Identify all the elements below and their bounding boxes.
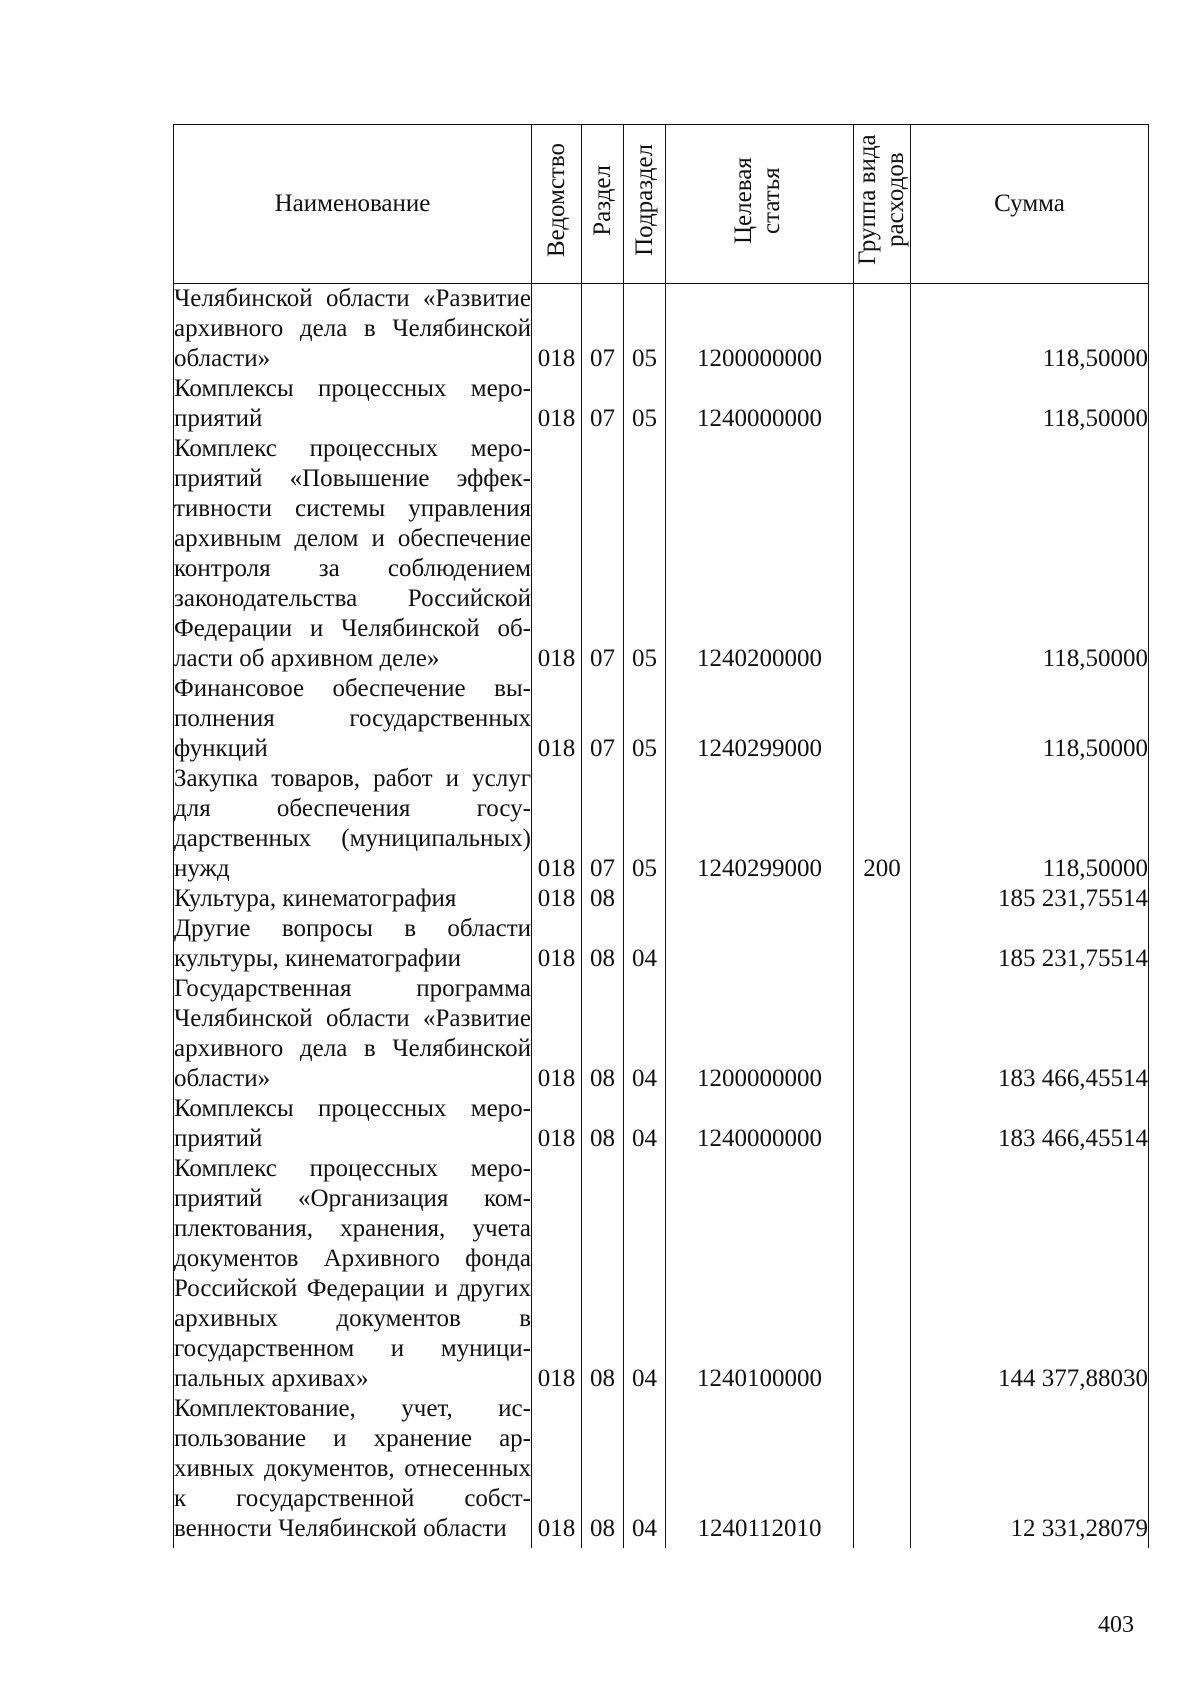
row-gruppa (854, 1094, 911, 1154)
row-summa: 183 466,45514 (911, 974, 1149, 1094)
row-summa: 185 231,75514 (911, 884, 1149, 914)
row-gruppa (854, 434, 911, 674)
row-summa: 185 231,75514 (911, 914, 1149, 974)
header-celevaya: Целевая статья (666, 125, 854, 284)
table-row (174, 764, 1149, 884)
row-summa: 183 466,45514 (911, 1094, 1149, 1154)
table-row (174, 284, 1149, 375)
row-celevaya: 1240100000 (666, 1154, 854, 1394)
row-summa: 118,50000 (911, 674, 1149, 764)
row-celevaya: 1240112010 (666, 1394, 854, 1548)
row-podrazdel: 05 (624, 284, 666, 375)
table-row (174, 674, 1149, 764)
row-gruppa (854, 974, 911, 1094)
row-vedomstvo: 018 (532, 674, 582, 764)
table-row (174, 884, 1149, 914)
row-vedomstvo: 018 (532, 434, 582, 674)
page-number: 403 (1098, 1612, 1134, 1638)
row-gruppa (854, 914, 911, 974)
row-name: Другие вопросы в области культуры, кинематографии (174, 915, 531, 972)
row-name: Комплектование, учет, использование и хранение архивных документов, отнесенных к государственной собственности Челябинской области (174, 1394, 532, 1548)
row-summa: 12 331,28079 (911, 1394, 1149, 1548)
row-celevaya: 1240000000 (666, 374, 854, 434)
row-razdel: 08 (582, 974, 624, 1094)
table-row (174, 974, 1149, 1094)
row-name: Комплексы процессных мероприятий (174, 375, 531, 432)
row-celevaya: 1240000000 (666, 1094, 854, 1154)
row-vedomstvo: 018 (532, 974, 582, 1094)
header-summa: Сумма (911, 125, 1149, 284)
budget-table (173, 124, 1149, 1548)
row-celevaya: 1240299000 (666, 764, 854, 884)
row-summa: 118,50000 (911, 434, 1149, 674)
row-razdel: 07 (582, 674, 624, 764)
header-vedomstvo: Ведомство (532, 125, 582, 284)
row-podrazdel: 05 (624, 764, 666, 884)
row-name: Закупка товаров, работ и услуг для обеспечения государственных (муниципальных) нужд (174, 765, 531, 882)
row-celevaya (666, 914, 854, 974)
row-vedomstvo: 018 (532, 284, 582, 375)
row-gruppa: 200 (854, 764, 911, 884)
header-razdel: Раздел (582, 125, 624, 284)
table-row (174, 434, 1149, 674)
row-celevaya (666, 884, 854, 914)
table-row (174, 1094, 1149, 1154)
row-gruppa (854, 284, 911, 375)
table-header-row (174, 125, 1149, 284)
row-summa: 144 377,88030 (911, 1154, 1149, 1394)
row-celevaya: 1200000000 (666, 284, 854, 375)
row-gruppa (854, 674, 911, 764)
header-gruppa: Группа вида расходов (854, 125, 911, 284)
row-gruppa (854, 884, 911, 914)
row-name: Комплексы процессных мероприятий (174, 1095, 531, 1152)
row-vedomstvo: 018 (532, 1154, 582, 1394)
row-vedomstvo: 018 (532, 884, 582, 914)
row-gruppa (854, 1394, 911, 1548)
row-podrazdel: 04 (624, 914, 666, 974)
table-row (174, 1394, 1149, 1548)
row-summa: 118,50000 (911, 764, 1149, 884)
row-vedomstvo: 018 (532, 764, 582, 884)
row-name: Челябинской области «Развитие архивного дела в Челябинской области» (174, 285, 531, 372)
row-summa: 118,50000 (911, 284, 1149, 375)
row-vedomstvo: 018 (532, 914, 582, 974)
row-name: Государственная программа Челябинской области «Развитие архивного дела в Челябинской области» (174, 975, 531, 1092)
row-summa: 118,50000 (911, 374, 1149, 434)
row-vedomstvo: 018 (532, 1394, 582, 1548)
row-razdel: 08 (582, 1394, 624, 1548)
table-row (174, 1154, 1149, 1394)
row-vedomstvo: 018 (532, 1094, 582, 1154)
row-podrazdel: 05 (624, 434, 666, 674)
table-row (174, 374, 1149, 434)
row-podrazdel: 05 (624, 674, 666, 764)
header-podrazdel: Подраздел (624, 125, 666, 284)
row-name: Комплекс процессных мероприятий «Повышение эффективности системы управления архивным делом и обеспечение контроля за соблюдением законодательства Российской Федерации и Челябинской области об архивном деле» (174, 435, 531, 672)
row-celevaya: 1240299000 (666, 674, 854, 764)
row-razdel: 07 (582, 374, 624, 434)
row-podrazdel: 05 (624, 374, 666, 434)
row-razdel: 08 (582, 914, 624, 974)
row-name: Финансовое обеспечение выполнения государственных функций (174, 675, 531, 762)
row-gruppa (854, 374, 911, 434)
row-name: Культура, кинематография (174, 884, 532, 914)
row-celevaya: 1240200000 (666, 434, 854, 674)
row-razdel: 08 (582, 1094, 624, 1154)
row-razdel: 08 (582, 884, 624, 914)
row-podrazdel: 04 (624, 974, 666, 1094)
row-gruppa (854, 1154, 911, 1394)
header-name: Наименование (174, 125, 532, 284)
row-razdel: 07 (582, 434, 624, 674)
row-razdel: 07 (582, 284, 624, 375)
row-podrazdel: 04 (624, 1094, 666, 1154)
row-razdel: 07 (582, 764, 624, 884)
row-vedomstvo: 018 (532, 374, 582, 434)
row-podrazdel: 04 (624, 1394, 666, 1548)
table-body (174, 284, 1149, 1549)
row-celevaya: 1200000000 (666, 974, 854, 1094)
row-razdel: 08 (582, 1154, 624, 1394)
row-podrazdel: 04 (624, 1154, 666, 1394)
row-name: Комплекс процессных мероприятий «Организация комплектования, хранения, учета документов Архивного фонда Российской Федерации и других архивных документов в государственном и муниципальных архивах» (174, 1155, 531, 1392)
row-podrazdel (624, 884, 666, 914)
table-row (174, 914, 1149, 974)
